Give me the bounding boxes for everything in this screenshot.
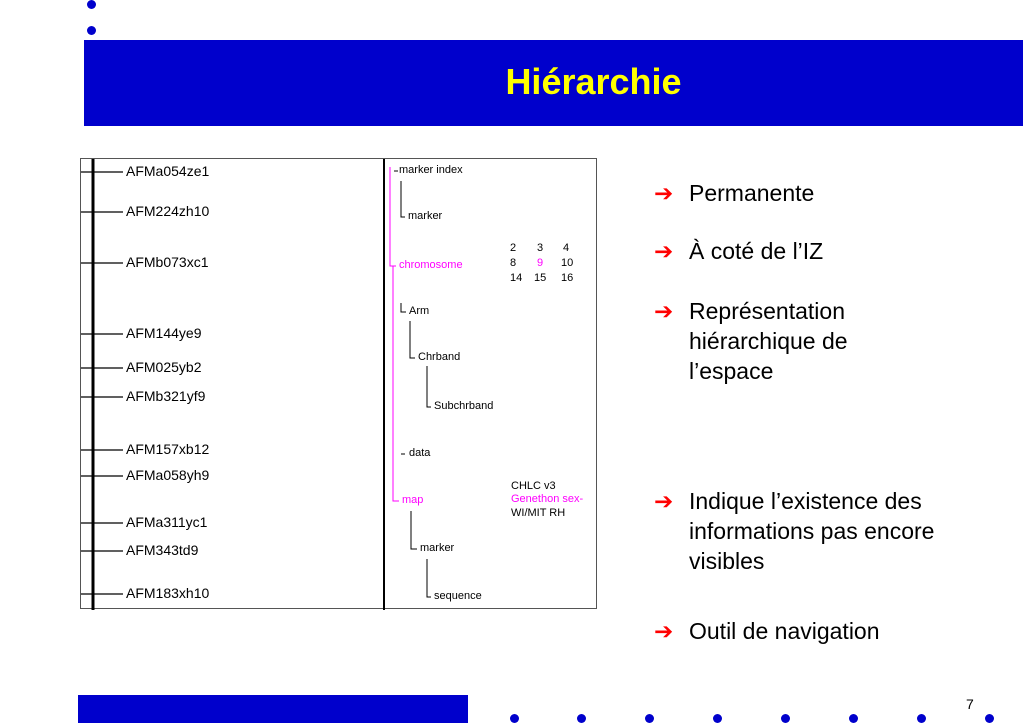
map-option[interactable]: CHLC v3 — [511, 480, 556, 492]
chromosome-option[interactable]: 10 — [561, 257, 574, 269]
tree-branch-selected — [393, 266, 399, 501]
arrow-icon: ➔ — [654, 298, 674, 324]
slide-title: Hiérarchie — [505, 61, 682, 102]
map-option[interactable]: WI/MIT RH — [511, 507, 566, 519]
marker-label: AFM343td9 — [126, 542, 199, 558]
tree-branch — [401, 303, 406, 312]
chromosome-option[interactable]: 2 — [510, 242, 517, 254]
marker-label: AFMb321yf9 — [126, 388, 206, 404]
decorative-dot — [985, 714, 994, 723]
bullet-text: Indique l’existence des informations pas encore visibles — [689, 488, 935, 574]
chromosome-option[interactable]: 14 — [510, 272, 523, 284]
marker-label: AFM157xb12 — [126, 441, 210, 457]
bullet-item — [654, 616, 964, 646]
tree-node-map-marker[interactable]: marker — [420, 542, 455, 554]
chromosome-option[interactable]: 8 — [510, 257, 517, 269]
page-number: 7 — [966, 696, 974, 712]
marker-label: AFMa058yh9 — [126, 467, 210, 483]
footer-banner — [78, 695, 468, 723]
chromosome-option[interactable]: 3 — [537, 242, 544, 254]
marker-label: AFM224zh10 — [126, 203, 210, 219]
tree-branch-selected — [390, 167, 396, 266]
arrow-icon: ➔ — [654, 238, 674, 264]
bullet-text: À coté de l’IZ — [689, 238, 824, 264]
hierarchy-figure — [80, 158, 597, 609]
chromosome-option[interactable]: 4 — [563, 242, 570, 254]
tree-node-chrband[interactable]: Chrband — [418, 351, 461, 363]
tree-branch — [427, 559, 431, 597]
tree-branch — [411, 511, 417, 549]
chromosome-option[interactable]: 15 — [534, 272, 547, 284]
decorative-dot — [849, 714, 858, 723]
tree-node-sequence[interactable]: sequence — [434, 590, 482, 602]
arrow-icon: ➔ — [654, 488, 674, 514]
arrow-icon: ➔ — [654, 618, 674, 644]
decorative-dot — [87, 0, 96, 9]
tree-node-map[interactable]: map — [402, 494, 424, 506]
title-banner — [84, 40, 1023, 126]
tree-node-data[interactable]: data — [409, 447, 431, 459]
decorative-dot — [917, 714, 926, 723]
chromosome-option[interactable]: 16 — [561, 272, 574, 284]
tree-node-marker[interactable]: marker — [408, 210, 443, 222]
decorative-dot — [645, 714, 654, 723]
bullet-text: Outil de navigation — [689, 618, 880, 644]
arrow-icon: ➔ — [654, 180, 674, 206]
bullet-item — [654, 236, 954, 266]
marker-label: AFMa054ze1 — [126, 163, 210, 179]
bullet-text: Représentation hiérarchique de l’espace — [689, 298, 848, 384]
tree-node-arm[interactable]: Arm — [409, 305, 430, 317]
marker-label: AFM025yb2 — [126, 359, 202, 375]
marker-label: AFM144ye9 — [126, 325, 202, 341]
decorative-dot — [781, 714, 790, 723]
tree-node-chromosome[interactable]: chromosome — [399, 259, 463, 271]
map-option-selected[interactable]: Genethon sex- — [511, 493, 584, 505]
chromosome-option-selected[interactable]: 9 — [537, 257, 544, 269]
tree-node-marker-index[interactable]: marker index — [399, 164, 463, 176]
decorative-dot — [510, 714, 519, 723]
decorative-dot — [577, 714, 586, 723]
decorative-dot — [87, 26, 96, 35]
marker-label: AFMa311yc1 — [126, 514, 208, 530]
marker-label: AFM183xh10 — [126, 585, 210, 601]
marker-label: AFMb073xc1 — [126, 254, 209, 270]
bullet-item — [654, 296, 899, 386]
tree-node-subchrband[interactable]: Subchrband — [434, 400, 494, 412]
bullet-item — [654, 178, 954, 208]
decorative-dot — [713, 714, 722, 723]
tree-branch — [410, 321, 415, 358]
tree-branch — [427, 366, 431, 407]
tree-branch — [401, 181, 405, 217]
bullet-item — [654, 486, 964, 576]
bullet-text: Permanente — [689, 180, 815, 206]
